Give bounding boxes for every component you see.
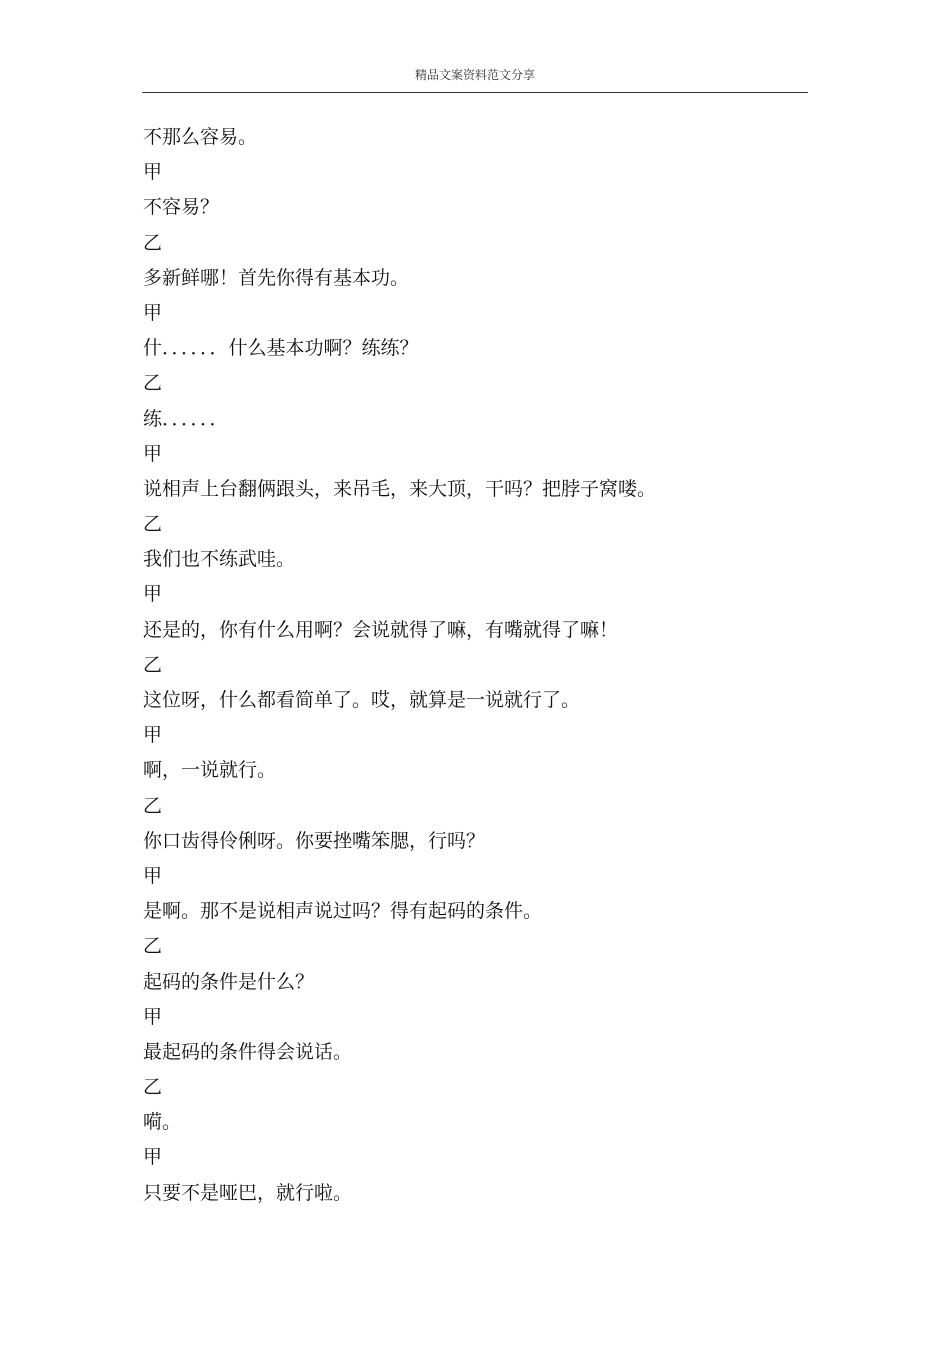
dialogue-line: 我们也不练武哇。 [143, 548, 296, 571]
speaker-label: 乙 [143, 653, 163, 676]
dialogue-line: 嗬。 [143, 1111, 182, 1134]
speaker-label: 甲 [143, 583, 163, 606]
dialogue-line: 多新鲜哪！首先你得有基本功。 [143, 266, 410, 289]
speaker-label: 甲 [143, 1146, 163, 1169]
page-header [142, 64, 808, 93]
speaker-label: 甲 [143, 442, 163, 465]
speaker-label: 甲 [143, 161, 163, 184]
speaker-label: 乙 [143, 935, 163, 958]
dialogue-line: 不容易？ [143, 196, 220, 219]
speaker-label: 乙 [143, 231, 163, 254]
dialogue-line: 最起码的条件得会说话。 [143, 1040, 353, 1063]
dialogue-line: 只要不是哑巴，就行啦。 [143, 1181, 353, 1204]
dialogue-line: 说相声上台翻俩跟头，来吊毛，来大顶，干吗？把脖子窝喽。 [143, 477, 657, 500]
speaker-label: 乙 [143, 372, 163, 395]
dialogue-line: 是啊。那不是说相声说过吗？得有起码的条件。 [143, 900, 543, 923]
dialogue-line: 这位呀，什么都看简单了。哎，就算是一说就行了。 [143, 689, 581, 711]
dialogue-line: 你口齿得伶俐呀。你要挫嘴笨腮，行吗？ [143, 829, 486, 852]
speaker-label: 乙 [143, 513, 163, 536]
speaker-label: 乙 [143, 794, 163, 817]
dialogue-line: 啊，一说就行。 [143, 759, 277, 782]
dialogue-line: 什．．．．．．什么基本功啊？练练？ [143, 337, 419, 360]
speaker-label: 乙 [143, 1076, 163, 1099]
speaker-label: 甲 [143, 301, 163, 324]
speaker-label: 甲 [143, 724, 163, 747]
dialogue-line: 练．．．．．． [143, 407, 229, 430]
speaker-label: 甲 [143, 1005, 163, 1028]
speaker-label: 甲 [143, 864, 163, 887]
dialogue-line: 还是的，你有什么用啊？会说就得了嘛，有嘴就得了嘛！ [143, 618, 619, 641]
header-title: 精品文案资料范文分享 [414, 68, 535, 82]
dialogue-body [143, 122, 823, 1213]
dialogue-line: 起码的条件是什么？ [143, 970, 315, 993]
dialogue-line: 不那么容易。 [143, 126, 258, 148]
